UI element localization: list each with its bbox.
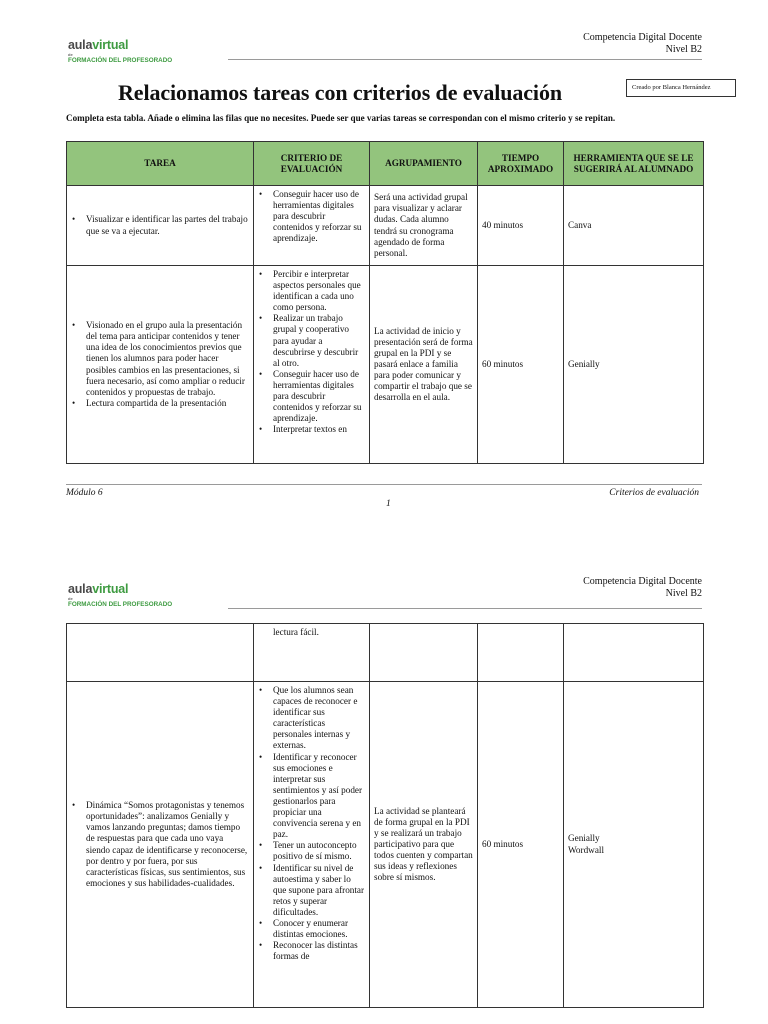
cell-tarea [67, 624, 254, 682]
document-page-2 [0, 540, 768, 1024]
list-item: • Visionado en el grupo aula la presentación del tema para anticipar contenidos y tener una idea de los conocimientos previos que tienen los alumnos para poder hacer posibles cambios en las presentaciones, si fuera necesario, así como ampliar o reducir contenidos y propuestas de trabajo. [71, 320, 249, 398]
credit-box: Creado por Blanca Hernández [626, 79, 736, 97]
cell-tiempo: 40 minutos [478, 186, 564, 266]
table-header-row [67, 142, 704, 186]
header-herramienta: HERRAMIENTA QUE SE LE SUGERIRÁ AL ALUMNADO [564, 142, 704, 186]
logo-subtitle: FORMACIÓN DEL PROFESORADO [68, 601, 173, 608]
logo-de-text: de [68, 52, 73, 57]
cell-tiempo: 60 minutos [478, 682, 564, 1008]
aulavirtual-logo [68, 38, 172, 64]
list-item: • Dinámica “Somos protagonistas y tenemos oportunidades”: analizamos Genially y vamos lanzando preguntas; damos tiempo de respuestas para que cada uno vaya siendo capaz de identificarse y reconocerse, por dentro y por fuera, por sus características físicas, sus sentimientos, sus emociones y sus habilidades-cualidades. [71, 800, 249, 889]
cell-tarea [67, 266, 254, 464]
evaluation-table [66, 141, 704, 464]
table-row [67, 266, 704, 464]
logo-virtual-text: virtual [92, 582, 129, 596]
list-item: • Interpretar textos en [258, 424, 365, 435]
header-divider [228, 59, 702, 60]
header-agrupamiento: AGRUPAMIENTO [370, 142, 478, 186]
header-line-1: Competencia Digital Docente [583, 576, 702, 587]
header-line-2: Nivel B2 [665, 44, 702, 55]
list-item: • Conseguir hacer uso de herramientas digitales para descubrir contenidos y reforzar su aprendizaje. [258, 369, 365, 424]
cell-herramienta [564, 682, 704, 1008]
cell-herramienta [564, 624, 704, 682]
cell-agrupamiento [370, 624, 478, 682]
table-row [67, 682, 704, 1008]
cell-agrupamiento: La actividad de inicio y presentación será de forma grupal en la PDI y se pasará enlace a familia para poder comunicar y compartir el trabajo que se desarrolla en el aula. [370, 266, 478, 464]
logo-aula-text: aula [68, 582, 93, 596]
cell-agrupamiento: Será una actividad grupal para visualizar y aclarar dudas. Cada alumno tendrá su cronograma agendado de forma personal. [370, 186, 478, 266]
list-item: • Conocer y enumerar distintas emociones. [258, 918, 365, 940]
header-criterio: CRITERIO DE EVALUACIÓN [254, 142, 370, 186]
cell-tarea [67, 682, 254, 1008]
header-divider [228, 608, 702, 609]
logo-de-text: de [68, 596, 73, 601]
list-item: • Identificar y reconocer sus emociones e interpretar sus sentimientos y así poder gestionarlos para propiciar una convivencia serena y en paz. [258, 752, 365, 841]
header-line-1: Competencia Digital Docente [583, 32, 702, 43]
header-tarea: TAREA [67, 142, 254, 186]
list-item: • Visualizar e identificar las partes del trabajo que se va a ejecutar. [71, 214, 249, 236]
cell-agrupamiento: La actividad se planteará de forma grupal en la PDI y se realizará un trabajo participativo para que todos cuenten y compartan sus ideas y reflexiones sobre sí mismos. [370, 682, 478, 1008]
table-row [67, 624, 704, 682]
tool-name: Genially [568, 833, 600, 844]
list-item: • Tener un autoconcepto positivo de sí mismo. [258, 840, 365, 862]
cell-tarea [67, 186, 254, 266]
cell-herramienta: Genially [564, 266, 704, 464]
list-item: • Conseguir hacer uso de herramientas digitales para descubrir contenidos y reforzar su aprendizaje. [258, 189, 365, 244]
evaluation-table-continued [66, 623, 704, 1008]
footer-divider [66, 484, 702, 485]
list-item: • Percibir e interpretar aspectos personales que identifican a cada uno como persona. [258, 269, 365, 313]
cell-tiempo [478, 624, 564, 682]
header-tiempo: TIEMPO APROXIMADO [478, 142, 564, 186]
header-competencia [583, 576, 702, 600]
footer-section: Criterios de evaluación [609, 488, 699, 498]
logo-virtual-text: virtual [92, 38, 129, 52]
logo-aula-text: aula [68, 38, 93, 52]
cell-criterio [254, 186, 370, 266]
list-item: • Reconocer las distintas formas de [258, 940, 365, 962]
cell-tiempo: 60 minutos [478, 266, 564, 464]
logo-subtitle: FORMACIÓN DEL PROFESORADO [68, 57, 173, 64]
list-item: • Lectura compartida de la presentación [71, 398, 249, 409]
header-competencia [583, 32, 702, 56]
list-item: • Realizar un trabajo grupal y cooperativo para ayudar a descubrirse y descubrir al otro. [258, 313, 365, 368]
page-number: 1 [386, 499, 391, 509]
table-row [67, 186, 704, 266]
list-item: • Que los alumnos sean capaces de reconocer e identificar sus características personales internas y externas. [258, 685, 365, 752]
instructions: Completa esta tabla. Añade o elimina las filas que no necesites. Puede ser que varias tareas se correspondan con el mismo criterio y se repitan. [66, 113, 616, 123]
header-line-2: Nivel B2 [665, 588, 702, 599]
cell-criterio: lectura fácil. [254, 624, 370, 682]
footer-module: Módulo 6 [66, 488, 103, 498]
aulavirtual-logo [68, 582, 172, 608]
cell-criterio [254, 682, 370, 1008]
cell-herramienta: Canva [564, 186, 704, 266]
list-item: • Identificar su nivel de autoestima y saber lo que supone para afrontar retos y superar dificultades. [258, 863, 365, 918]
tool-name: Wordwall [568, 844, 604, 855]
page-title: Relacionamos tareas con criterios de evaluación [118, 80, 562, 105]
cell-criterio [254, 266, 370, 464]
